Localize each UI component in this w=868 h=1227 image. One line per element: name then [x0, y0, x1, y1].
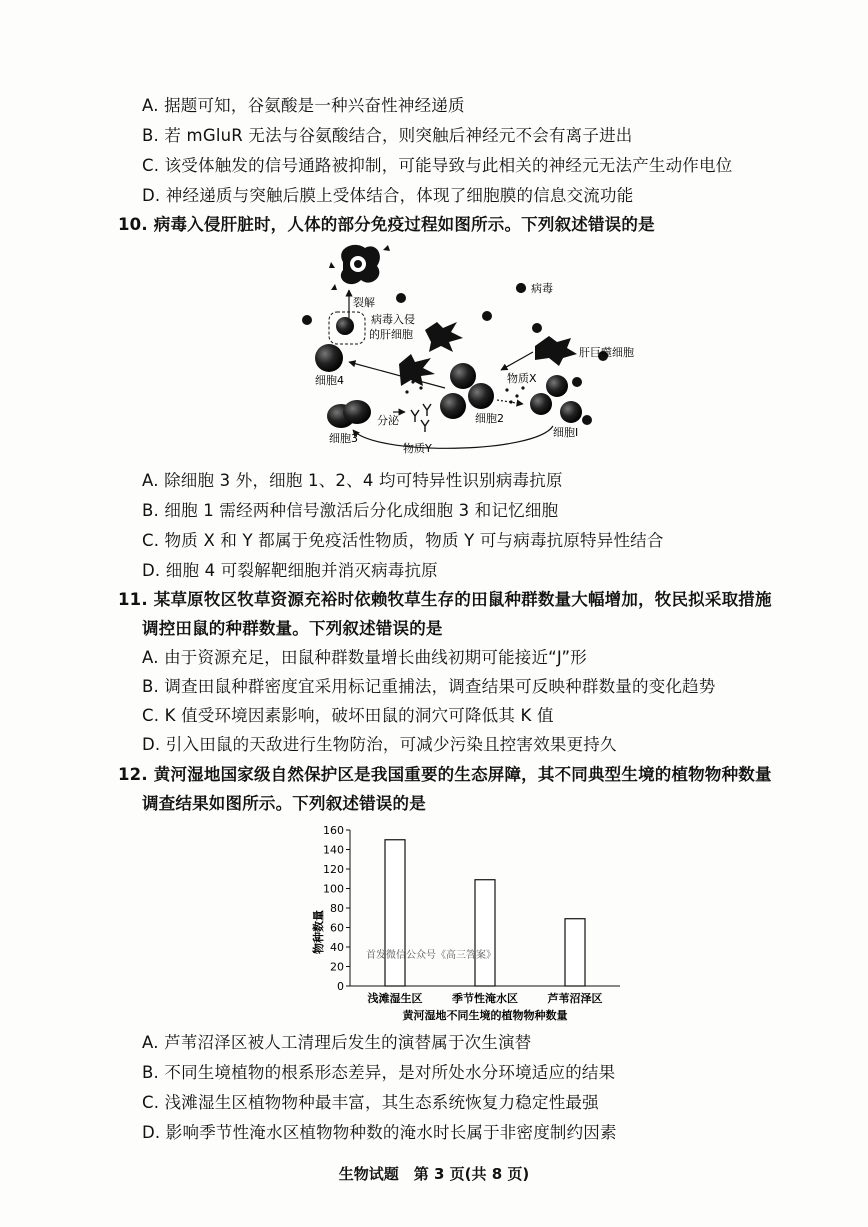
cell-4-label: 细胞4 — [315, 374, 344, 387]
q9-option-a: A. 据题可知，谷氨酸是一种兴奋性神经递质 — [142, 96, 465, 115]
infected-cell-label-2: 的肝细胞 — [369, 328, 413, 341]
chart-y-tick-label: 40 — [330, 941, 344, 954]
q12-option-a: A. 芦苇沼泽区被人工清理后发生的演替属于次生演替 — [142, 1033, 532, 1052]
cell-4-icon — [315, 344, 343, 372]
chart-y-tick-label: 100 — [323, 882, 344, 896]
activated-cell-icon — [440, 393, 466, 419]
dendritic-cell-icon — [399, 354, 435, 386]
chart-title: 黄河湿地不同生境的植物物种数量 — [402, 1009, 568, 1022]
substance-x-label: 物质X — [507, 372, 537, 385]
antibody-icon — [411, 404, 431, 432]
cell-1-icon — [530, 393, 552, 415]
chart-bar — [385, 840, 405, 986]
q9-option-c: C. 该受体触发的信号通路被抑制，可能导致与此相关的神经元无法产生动作电位 — [142, 156, 733, 175]
q10-option-a: A. 除细胞 3 外，细胞 1、2、4 均可特异性识别病毒抗原 — [142, 471, 563, 490]
secrete-label: 分泌 — [377, 414, 399, 427]
infected-cell-label-1: 病毒入侵 — [371, 313, 415, 326]
dendritic-cell-icon — [425, 322, 463, 352]
q9-option-b: B. 若 mGluR 无法与谷氨酸结合，则突触后神经元不会有离子进出 — [142, 126, 633, 145]
macrophage-icon — [535, 336, 577, 366]
watermark: 首发微信公众号《高三答案》 — [366, 950, 496, 961]
q11-option-c: C. K 值受环境因素影响，破坏田鼠的洞穴可降低其 K 值 — [142, 706, 554, 725]
chart-y-tick-label: 120 — [323, 863, 344, 876]
cell-1-icon — [546, 375, 568, 397]
chart-x-tick-label: 季节性淹水区 — [452, 992, 518, 1005]
lysis-label: 裂解 — [353, 296, 375, 309]
q12-stem-line-1: 12. 黄河湿地国家级自然保护区是我国重要的生态屏障，其不同典型生境的植物物种数量 — [118, 765, 772, 784]
chart-x-tick-label: 浅滩湿生区 — [367, 992, 423, 1005]
cell-1-icon — [560, 401, 582, 423]
chart-bar — [475, 880, 495, 986]
cell-3-icon — [343, 400, 371, 424]
lysed-cell-icon — [329, 245, 390, 290]
cell-2-icon — [468, 383, 494, 409]
species-bar-chart — [310, 820, 630, 1025]
chart-y-tick-label: 140 — [323, 843, 344, 857]
chart-y-tick-label: 0 — [337, 980, 344, 993]
cell-2-label: 细胞2 — [475, 412, 504, 425]
immune-process-figure — [295, 240, 635, 460]
chart-y-axis-label: 物种数量 — [312, 910, 325, 954]
chart-y-tick-label: 160 — [323, 824, 344, 837]
chart-y-tick-label: 60 — [330, 921, 344, 935]
infected-liver-cell-icon — [336, 317, 354, 335]
chart-x-tick-label: 芦苇沼泽区 — [547, 992, 603, 1005]
q10-option-b: B. 细胞 1 需经两种信号激活后分化成细胞 3 和记忆细胞 — [142, 501, 559, 520]
virus-label: 病毒 — [531, 282, 553, 295]
chart-y-tick-label: 20 — [330, 960, 344, 974]
page-footer: 生物试题 第 3 页(共 8 页) — [338, 1165, 530, 1183]
chart-y-tick-label: 80 — [330, 902, 344, 915]
q11-stem-line-2: 调控田鼠的种群数量。下列叙述错误的是 — [142, 619, 443, 638]
q11-option-a: A. 由于资源充足，田鼠种群数量增长曲线初期可能接近“J”形 — [142, 648, 587, 667]
activated-cell-icon — [450, 363, 476, 389]
q9-option-d: D. 神经递质与突触后膜上受体结合，体现了细胞膜的信息交流功能 — [142, 186, 634, 205]
cell-3-label: 细胞3 — [329, 432, 358, 445]
q11-option-b: B. 调查田鼠种群密度宜采用标记重捕法，调查结果可反映种群数量的变化趋势 — [142, 677, 716, 696]
q12-option-c: C. 浅滩湿生区植物物种最丰富，其生态系统恢复力稳定性最强 — [142, 1093, 599, 1112]
cell-1-label: 细胞Ⅰ — [553, 426, 579, 439]
q11-option-d: D. 引入田鼠的天敌进行生物防治，可减少污染且控害效果更持久 — [142, 735, 617, 754]
substance-y-label: 物质Y — [403, 442, 432, 455]
chart-bar — [565, 919, 585, 986]
q11-stem-line-1: 11. 某草原牧区牧草资源充裕时依赖牧草生存的田鼠种群数量大幅增加，牧民拟采取措施 — [118, 590, 772, 609]
q10-option-d: D. 细胞 4 可裂解靶细胞并消灭病毒抗原 — [142, 561, 438, 580]
q10-option-c: C. 物质 X 和 Y 都属于免疫活性物质，物质 Y 可与病毒抗原特异性结合 — [142, 531, 664, 550]
q10-stem: 10. 病毒入侵肝脏时，人体的部分免疫过程如图所示。下列叙述错误的是 — [118, 215, 655, 234]
q12-option-b: B. 不同生境植物的根系形态差异，是对所处水分环境适应的结果 — [142, 1063, 616, 1082]
macrophage-label: 肝巨噬细胞 — [579, 346, 634, 359]
q12-stem-line-2: 调查结果如图所示。下列叙述错误的是 — [142, 794, 426, 813]
q12-option-d: D. 影响季节性淹水区植物物种数的淹水时长属于非密度制约因素 — [142, 1123, 617, 1142]
